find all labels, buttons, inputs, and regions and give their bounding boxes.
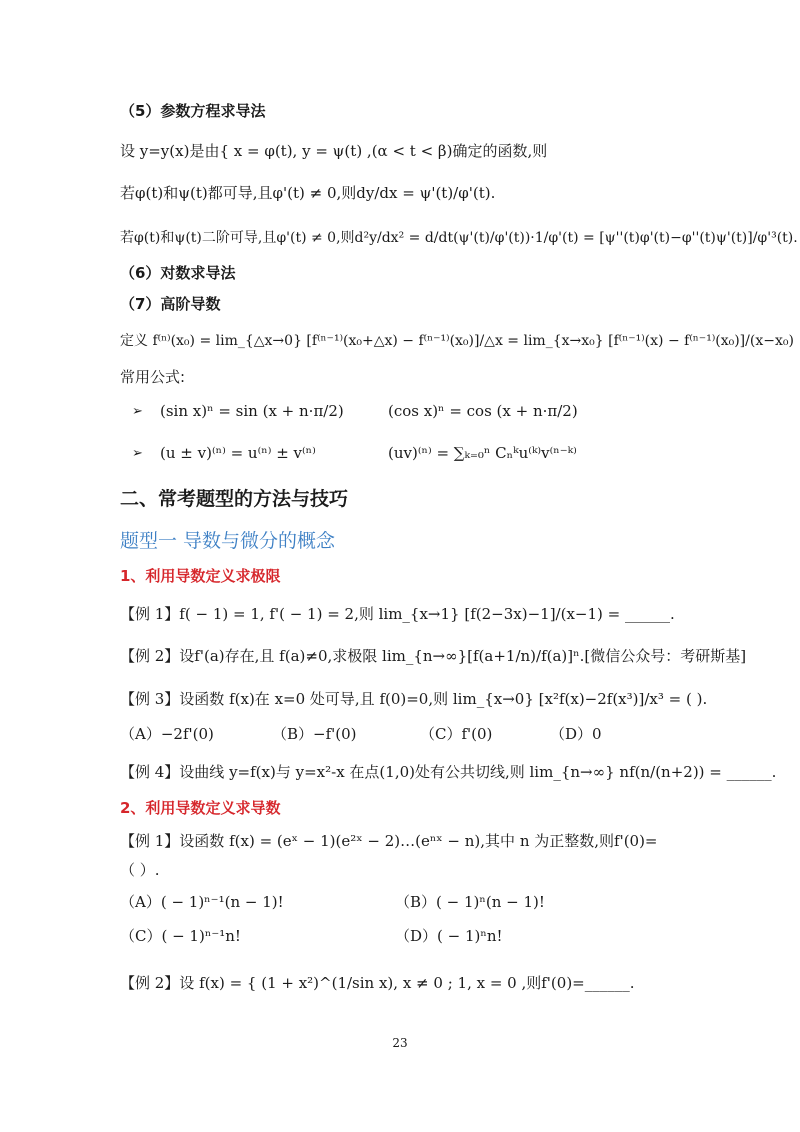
option-b: （B）−f'(0) xyxy=(272,725,357,743)
sub2-example1: 【例 1】设函数 f(x) = (eˣ − 1)(e²ˣ − 2)…(eⁿˣ − n),其中 n 为正整数,则f'(0)= xyxy=(120,832,658,850)
sub2-example1-blank: （ ）. xyxy=(120,861,160,879)
option-b: （B）( − 1)ⁿ(n − 1)! xyxy=(395,893,545,911)
formula-right: (uv)⁽ⁿ⁾ = ∑ₖ₌₀ⁿ Cₙᵏu⁽ᵏ⁾v⁽ⁿ⁻ᵏ⁾ xyxy=(388,444,577,462)
sub1-example2: 【例 2】设f'(a)存在,且 f(a)≠0,求极限 lim_{n→∞}[f(a+1/n)/f(a)]ⁿ.[微信公众号：考研斯基] xyxy=(120,647,747,665)
formulas-title: 常用公式: xyxy=(120,368,186,386)
formula-left: (sin x)ⁿ = sin (x + n·π/2) xyxy=(160,402,344,420)
sub1-example4: 【例 4】设曲线 y=f(x)与 y=x²-x 在点(1,0)处有公共切线,则 lim_{n→∞} nf(n/(n+2)) = ______. xyxy=(120,763,777,781)
section7-definition: 定义 f⁽ⁿ⁾(x₀) = lim_{△x→0} [f⁽ⁿ⁻¹⁾(x₀+△x) − f⁽ⁿ⁻¹⁾(x₀)]/△x = lim_{x→x₀} [f⁽ⁿ⁻¹⁾(x) − f⁽ⁿ⁻¹⁾(x₀)]/(x−x₀) xyxy=(120,333,794,349)
section5-line2: 若φ(t)和ψ(t)都可导,且φ'(t) ≠ 0,则dy/dx = ψ'(t)/φ'(t). xyxy=(120,184,496,202)
option-c: （C）( − 1)ⁿ⁻¹n! xyxy=(120,927,241,945)
sub2-heading: 2、利用导数定义求导数 xyxy=(120,799,281,817)
bullet-icon: ➢ xyxy=(132,446,143,461)
formula-right: (cos x)ⁿ = cos (x + n·π/2) xyxy=(388,402,578,420)
sub2-example2: 【例 2】设 f(x) = { (1 + x²)^(1/sin x), x ≠ 0 ; 1, x = 0 ,则f'(0)=______. xyxy=(120,974,635,992)
option-d: （D）0 xyxy=(550,725,602,743)
page-number: 23 xyxy=(392,1036,408,1050)
sub1-example1: 【例 1】f( − 1) = 1, f'( − 1) = 2,则 lim_{x→1} [f(2−3x)−1]/(x−1) = ______. xyxy=(120,605,675,623)
sub1-heading: 1、利用导数定义求极限 xyxy=(120,567,281,585)
formula-left: (u ± v)⁽ⁿ⁾ = u⁽ⁿ⁾ ± v⁽ⁿ⁾ xyxy=(160,444,316,462)
section6-heading: （6）对数求导法 xyxy=(120,264,236,282)
section7-heading: （7）高阶导数 xyxy=(120,295,221,313)
bullet-icon: ➢ xyxy=(132,404,143,419)
option-d: （D）( − 1)ⁿn! xyxy=(395,927,503,945)
option-a: （A）−2f'(0) xyxy=(120,725,214,743)
option-a: （A）( − 1)ⁿ⁻¹(n − 1)! xyxy=(120,893,284,911)
section5-heading: （5）参数方程求导法 xyxy=(120,102,266,120)
part2-heading: 二、常考题型的方法与技巧 xyxy=(120,488,349,510)
option-c: （C）f'(0) xyxy=(420,725,493,743)
sub1-example3: 【例 3】设函数 f(x)在 x=0 处可导,且 f(0)=0,则 lim_{x→0} [x²f(x)−2f(x³)]/x³ = ( ). xyxy=(120,690,708,708)
type1-heading: 题型一 导数与微分的概念 xyxy=(120,530,336,552)
section5-line1: 设 y=y(x)是由{ x = φ(t), y = ψ(t) ,(α < t < β)确定的函数,则 xyxy=(120,142,548,160)
section5-line3: 若φ(t)和ψ(t)二阶可导,且φ'(t) ≠ 0,则d²y/dx² = d/dt(ψ'(t)/φ'(t))·1/φ'(t) = [ψ''(t)φ'(t)−φ''(t)ψ'(t)]/φ'³(t). xyxy=(120,230,798,246)
